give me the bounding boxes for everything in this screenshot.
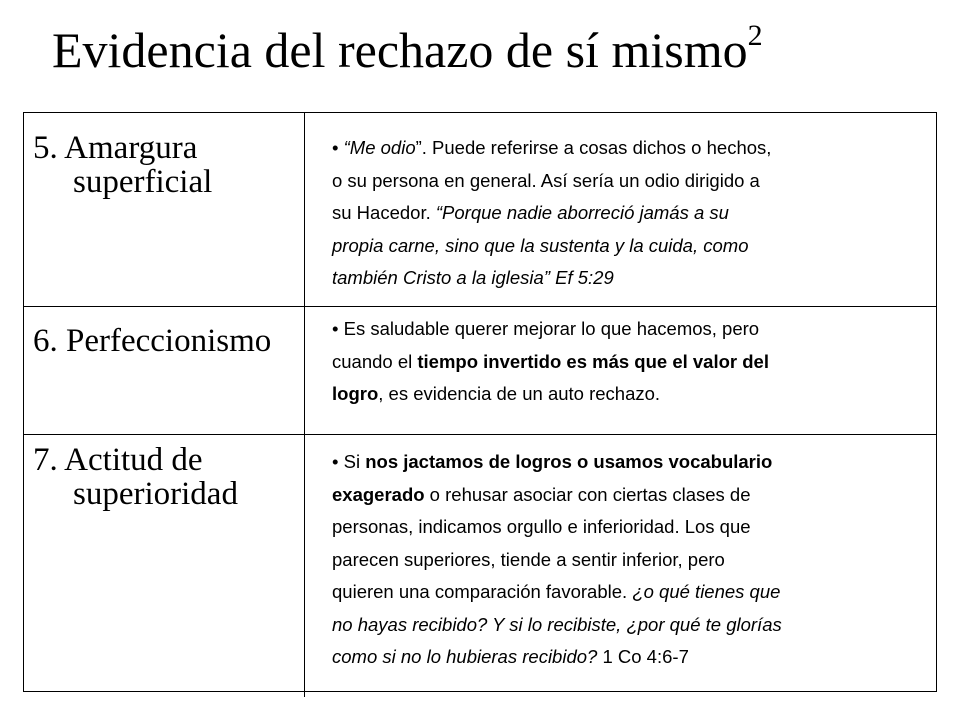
description-line xyxy=(332,576,922,609)
text-run: parecen superiores, tiende a sentir inferior, pero xyxy=(332,548,725,570)
row-description-perfeccionismo xyxy=(332,313,922,411)
text-run: o rehusar asociar con ciertas clases de xyxy=(424,483,751,505)
row-label-line1: 5. Amargura xyxy=(33,130,198,166)
table-bottom-border xyxy=(23,691,937,692)
description-line xyxy=(332,346,922,379)
table-top-border xyxy=(23,112,937,113)
row-label-line1: 6. Perfeccionismo xyxy=(33,323,272,359)
text-run: también Cristo a la iglesia” Ef 5:29 xyxy=(332,267,614,288)
text-run: “Porque nadie aborreció jamás a su xyxy=(435,202,729,223)
description-line xyxy=(332,446,922,479)
description-line xyxy=(332,165,922,198)
text-run: • Es saludable querer mejorar lo que hacemos, pero xyxy=(332,318,760,339)
text-run: logro xyxy=(332,383,379,404)
text-run: 1 Co 4:6-7 xyxy=(597,646,689,667)
row-description-superioridad xyxy=(332,446,922,674)
text-run: exagerado xyxy=(332,483,425,505)
text-run: tiempo invertido es más que el valor del xyxy=(417,350,769,372)
description-line xyxy=(332,378,922,411)
text-run: ¿o qué tienes que xyxy=(632,581,781,602)
description-line xyxy=(332,313,922,346)
description-line xyxy=(332,544,922,577)
row-label-amargura xyxy=(33,131,212,199)
column-divider xyxy=(304,112,305,697)
text-run: • xyxy=(332,137,344,158)
text-run: • Si xyxy=(332,451,366,472)
text-run: no hayas recibido? Y si lo recibiste, ¿por qué te glorías xyxy=(332,613,782,635)
text-run: como si no lo hubieras recibido? xyxy=(332,646,598,667)
text-run: cuando el xyxy=(332,350,418,372)
description-line xyxy=(332,197,922,230)
description-line xyxy=(332,132,922,165)
row-label-line1: 7. Actitud de xyxy=(33,442,203,478)
description-line xyxy=(332,609,922,642)
slide-title xyxy=(52,19,763,80)
text-run: su Hacedor. xyxy=(332,202,436,223)
row-divider xyxy=(23,306,937,307)
table-left-border xyxy=(23,112,24,692)
row-label-superioridad xyxy=(33,443,238,511)
row-label-line2: superficial xyxy=(73,164,213,200)
text-run: nos jactamos de logros o usamos vocabulario xyxy=(365,451,773,472)
text-run: ”. Puede referirse a cosas dichos o hechos, xyxy=(415,137,772,158)
text-run: quieren una comparación favorable. xyxy=(332,581,633,602)
title-superscript: 2 xyxy=(747,19,763,52)
description-line xyxy=(332,262,922,295)
text-run: o su persona en general. Así sería un odio dirigido a xyxy=(332,169,760,191)
row-description-amargura xyxy=(332,132,922,295)
row-divider xyxy=(23,434,937,435)
text-run: propia carne, sino que la sustenta y la cuida, como xyxy=(332,234,749,256)
description-line xyxy=(332,511,922,544)
description-line xyxy=(332,230,922,263)
row-label-line2: superioridad xyxy=(73,476,238,512)
text-run: personas, indicamos orgullo e inferioridad. Los que xyxy=(332,516,751,537)
description-line xyxy=(332,641,922,674)
row-label-perfeccionismo xyxy=(33,324,271,358)
slide-title-text: Evidencia del rechazo de sí mismo xyxy=(52,22,748,78)
text-run: , es evidencia de un auto rechazo. xyxy=(378,383,661,404)
table-right-border xyxy=(936,112,937,692)
content-table xyxy=(23,112,937,692)
description-line xyxy=(332,479,922,512)
text-run: “Me odio xyxy=(343,137,416,158)
